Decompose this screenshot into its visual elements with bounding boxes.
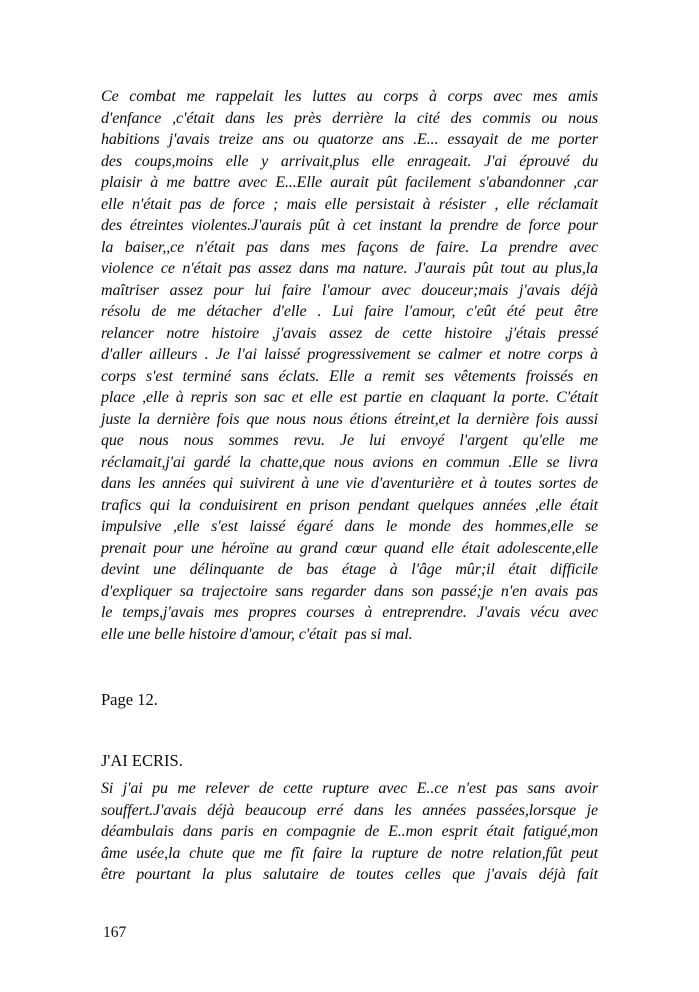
text-line: elle n'était pas de force ; mais elle persistait à résister , elle réclamait xyxy=(101,195,598,213)
text-line: Si j'ai pu me relever de cette rupture avec E..ce n'est pas sans avoir xyxy=(101,780,598,797)
text-line: violence ce n'était pas assez dans ma nature. J'aurais pût tout au plus,la xyxy=(101,260,598,277)
text-line: des coups,moins elle y arrivait,plus elle enrageait. J'ai éprouvé du xyxy=(101,152,598,170)
page-12-label: Page 12. xyxy=(101,690,158,709)
text-line: la baiser,,ce n'était pas dans mes façons de faire. La prendre avec xyxy=(101,238,598,256)
text-line: trafics qui la conduisirent en prison pendant quelques années ,elle était xyxy=(101,496,598,514)
text-line: être pourtant la plus salutaire de toutes celles que j'avais déjà fait xyxy=(101,866,598,883)
text-block xyxy=(101,86,598,886)
text-line: relancer notre histoire ,j'avais assez de cette histoire ,j'étais pressé xyxy=(101,324,598,342)
text-line: réclamait,j'ai gardé la chatte,que nous avions en commun .Elle se livra xyxy=(101,453,598,471)
text-line: Ce combat me rappelait les luttes au corps à corps avec mes amis xyxy=(101,88,598,105)
text-line: souffert.J'avais déjà beaucoup erré dans les années passées,lorsque je xyxy=(101,801,598,819)
text-line: habitions j'avais treize ans ou quatorze ans .E... essayait de me porter xyxy=(101,131,598,148)
text-line: impulsive ,elle s'est laissé égaré dans le monde des hommes,elle se xyxy=(101,518,598,535)
text-line: devint une délinquante de bas étage à l'âge mûr;il était difficile xyxy=(101,561,598,578)
text-line: le temps,j'avais mes propres courses à entreprendre. J'avais vécu avec xyxy=(101,604,598,621)
text-line: plaisir à me battre avec E...Elle aurait pût facilement s'abandonner ,car xyxy=(101,174,598,191)
text-line: dans les années qui suivirent à une vie d'aventurière et à toutes sortes de xyxy=(101,475,598,492)
text-line: que nous nous sommes revu. Je lui envoyé l'argent qu'elle me xyxy=(101,432,598,449)
text-line: d'enfance ,c'était dans les près derrière la cité des commis ou nous xyxy=(101,109,598,127)
text-line: prenait pour une héroïne au grand cœur quand elle était adolescente,elle xyxy=(101,539,598,557)
text-line: d'expliquer sa trajectoire sans regarder dans son passé;je n'en avais pas xyxy=(101,582,598,600)
text-line: maîtriser assez pour lui faire l'amour avec douceur;mais j'avais déjà xyxy=(101,281,598,299)
text-line: elle une belle histoire d'amour, c'était pas si mal. xyxy=(101,625,413,643)
page-number: 167 xyxy=(103,924,127,941)
section-heading-jai-ecris: J'AI ECRIS. xyxy=(101,750,183,770)
paragraph-rupture xyxy=(101,778,598,886)
text-line: place ,elle à repris son sac et elle est partie en claquant la porte. C'était xyxy=(101,389,598,406)
text-line: d'aller ailleurs . Je l'ai laissé progressivement se calmer et notre corps à xyxy=(101,346,598,363)
paragraph-combat xyxy=(101,86,598,645)
text-line: résolu de me détacher d'elle . Lui faire l'amour, c'eût été peut être xyxy=(101,303,598,320)
text-line: des étreintes violentes.J'aurais pût à cet instant la prendre de force pour xyxy=(101,217,598,234)
text-line: âme usée,la chute que me fît faire la rupture de notre relation,fût peut xyxy=(101,844,598,862)
text-line: juste la dernière fois que nous nous étions étreint,et la dernière fois aussi xyxy=(101,410,598,428)
text-line: déambulais dans paris en compagnie de E..mon esprit était fatigué,mon xyxy=(101,823,598,840)
text-line: corps s'est terminé sans éclats. Elle a remit ses vêtements froissés en xyxy=(101,367,598,385)
